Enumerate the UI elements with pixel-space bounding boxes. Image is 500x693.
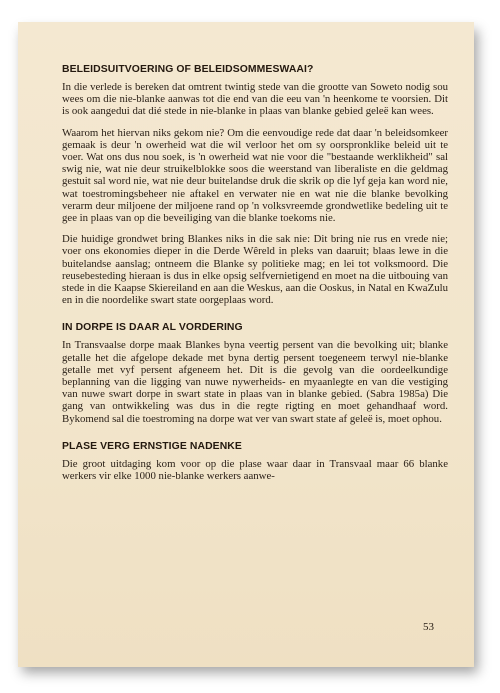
paragraph: Die huidige grondwet bring Blankes niks in die sak nie: Dit bring nie rus en vrede nie; voer ons ekonomies dieper in die Derde Wêreld in pleks van daaruit; blaas lewe in die buitelandse aanslag; ontneem die Blanke sy politieke mag; en lei tot volksmoord. Die reusebesteding hieraan is dus in elke opsig selfvernietigend en moet na die uitbouing van stede in die Kaapse Skiereiland en aan die Weskus, aan die Ooskus, in Natal en KwaZulu en in die noordelike swart state oorgeplaas word. (62, 233, 448, 307)
page-content (62, 64, 448, 491)
paragraph: In Transvaalse dorpe maak Blankes byna veertig persent van die bevolking uit; blanke getalle het die afgelope dekade met byna dertig persent toegeneem terwyl nie-blanke getalle met vyf persent afgeneem het. Dit is die gevolg van die oordeelkundige beplanning van die ligging van nuwe nywerheids- en myaanlegte en van die vestiging van nuwe swart dorpe in swart state in plaas van in blanke gebied. (Sabra 1985a) Die gang van ontwikkeling was dus in die regte rigting en moet gehandhaaf word. Bykomend sal die toestroming na dorpe wat ver van swart state af geleë is, moet ophou. (62, 339, 448, 425)
page-number: 53 (423, 621, 434, 633)
section-heading: PLASE VERG ERNSTIGE NADENKE (62, 440, 242, 452)
section-heading: IN DORPE IS DAAR AL VORDERING (62, 322, 243, 334)
paragraph: In die verlede is bereken dat omtrent twintig stede van die grootte van Soweto nodig sou wees om die nie-blanke aanwas tot die end van die eeu van 'n heenkome te voorsien. Dit is ook aangedui dat dié stede in nie-blanke in plaas van blanke gebied geleë kan wees. (62, 81, 448, 118)
paragraph: Die groot uitdaging kom voor op die plase waar daar in Transvaal maar 66 blanke werkers vir elke 1000 nie-blanke werkers aanwe- (62, 457, 448, 483)
document-page (18, 22, 474, 667)
paragraph: Waarom het hiervan niks gekom nie? Om die eenvoudige rede dat daar 'n beleidsomkeer gemaak is deur 'n owerheid wat die wil verloor het om sy oorspronklike beleid uit te voer. Wat ons dus nou soek, is 'n owerheid wat nie voor die "bestaande werklikheid" sal swig nie, wat nie deur struikelblokke soos die weerstand van liberaliste en die geldmag gestuit sal word nie, wat nie deur buitelandse druk die skrik op die lyf geja kan word nie, wat toestromingsbeheer nie aftakel en verwater nie en wat nie die blanke bevolking verarm deur miljoene der miljoene rand op 'n volksvreemde grondwetlike bedeling uit te gee in plaas van op die beveiliging van die blanke toekoms nie. (62, 126, 448, 225)
section-heading: BELEIDSUITVOERING OF BELEIDSOMMESWAAI? (62, 64, 314, 75)
